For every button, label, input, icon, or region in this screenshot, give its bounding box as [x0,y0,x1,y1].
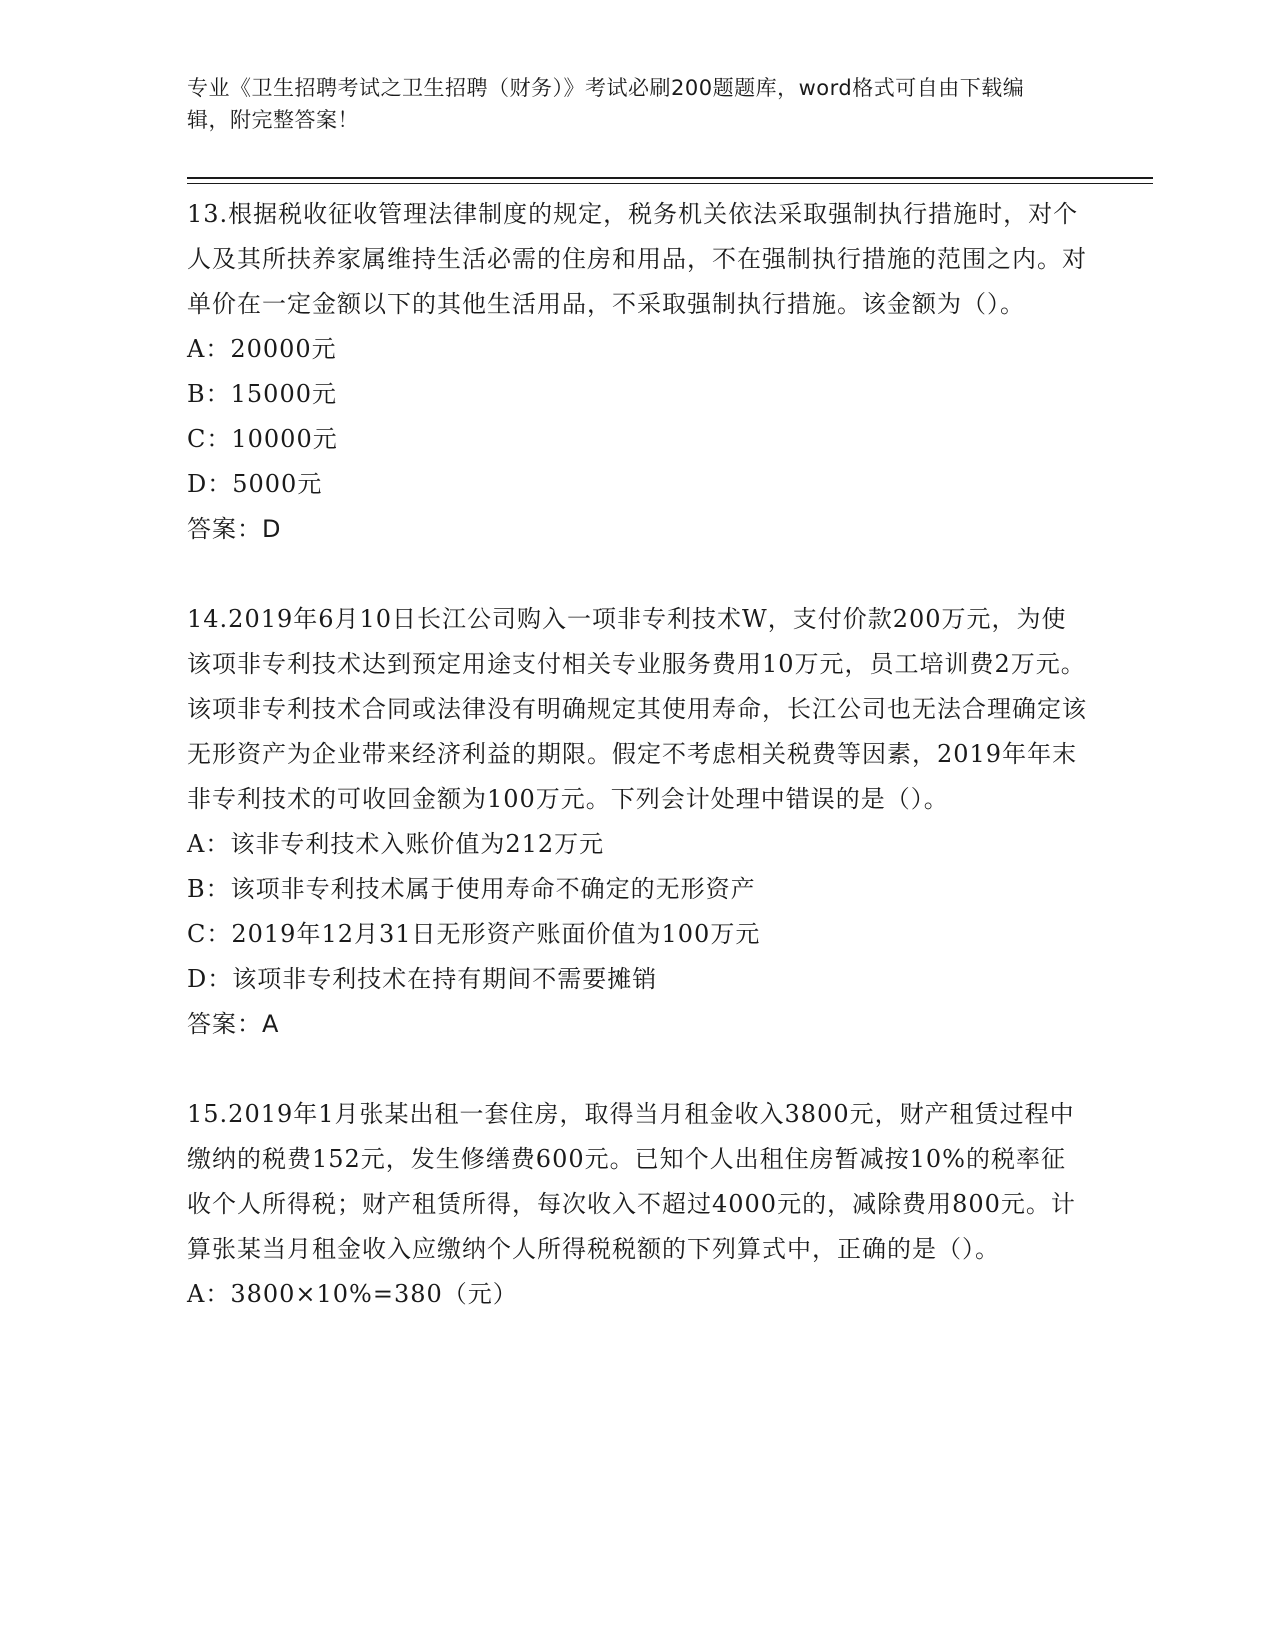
option-c: C：2019年12月31日无形资产账面价值为100万元 [187,920,761,948]
option-a: A：20000元 [187,335,337,363]
option-c: C：10000元 [187,425,338,453]
option-b: B：15000元 [187,380,337,408]
question-spacer [187,1047,1087,1092]
question-15 [187,1092,1087,1317]
option-b: B：该项非专利技术属于使用寿命不确定的无形资产 [187,875,756,903]
option-a: A：3800×10%=380（元） [187,1280,518,1308]
answer-label: 答案：D [187,515,282,543]
question-stem: 14.2019年6月10日长江公司购入一项非专利技术W，支付价款200万元，为使该项非专利技术达到预定用途支付相关专业服务费用10万元，员工培训费2万元。该项非专利技术合同或法律没有明确规定其使用寿命，长江公司也无法合理确定该无形资产为企业带来经济利益的期限。假定不考虑相关税费等因素，2019年年末非专利技术的可收回金额为100万元。下列会计处理中错误的是（）。 [187,605,1087,813]
header-divider-thin [187,183,1153,184]
option-d: D：5000元 [187,470,323,498]
header-divider-thick [187,177,1153,179]
question-spacer [187,552,1087,597]
answer-label: 答案：A [187,1010,280,1038]
option-d: D：该项非专利技术在持有期间不需要摊销 [187,965,658,993]
question-stem: 15.2019年1月张某出租一套住房，取得当月租金收入3800元，财产租赁过程中缴纳的税费152元，发生修缮费600元。已知个人出租住房暂减按10%的税率征收个人所得税；财产租赁所得，每次收入不超过4000元的，减除费用800元。计算张某当月租金收入应缴纳个人所得税税额的下列算式中，正确的是（）。 [187,1100,1076,1263]
question-list [187,192,1087,1317]
question-14 [187,597,1087,1047]
question-stem: 13.根据税收征收管理法律制度的规定，税务机关依法采取强制执行措施时，对个人及其所扶养家属维持生活必需的住房和用品，不在强制执行措施的范围之内。对单价在一定金额以下的其他生活用品，不采取强制执行措施。该金额为（）。 [187,200,1087,318]
question-13 [187,192,1087,552]
option-a: A：该非专利技术入账价值为212万元 [187,830,605,858]
document-header: 专业《卫生招聘考试之卫生招聘（财务）》考试必刷200题题库，word格式可自由下载编辑，附完整答案！ [187,76,1025,132]
